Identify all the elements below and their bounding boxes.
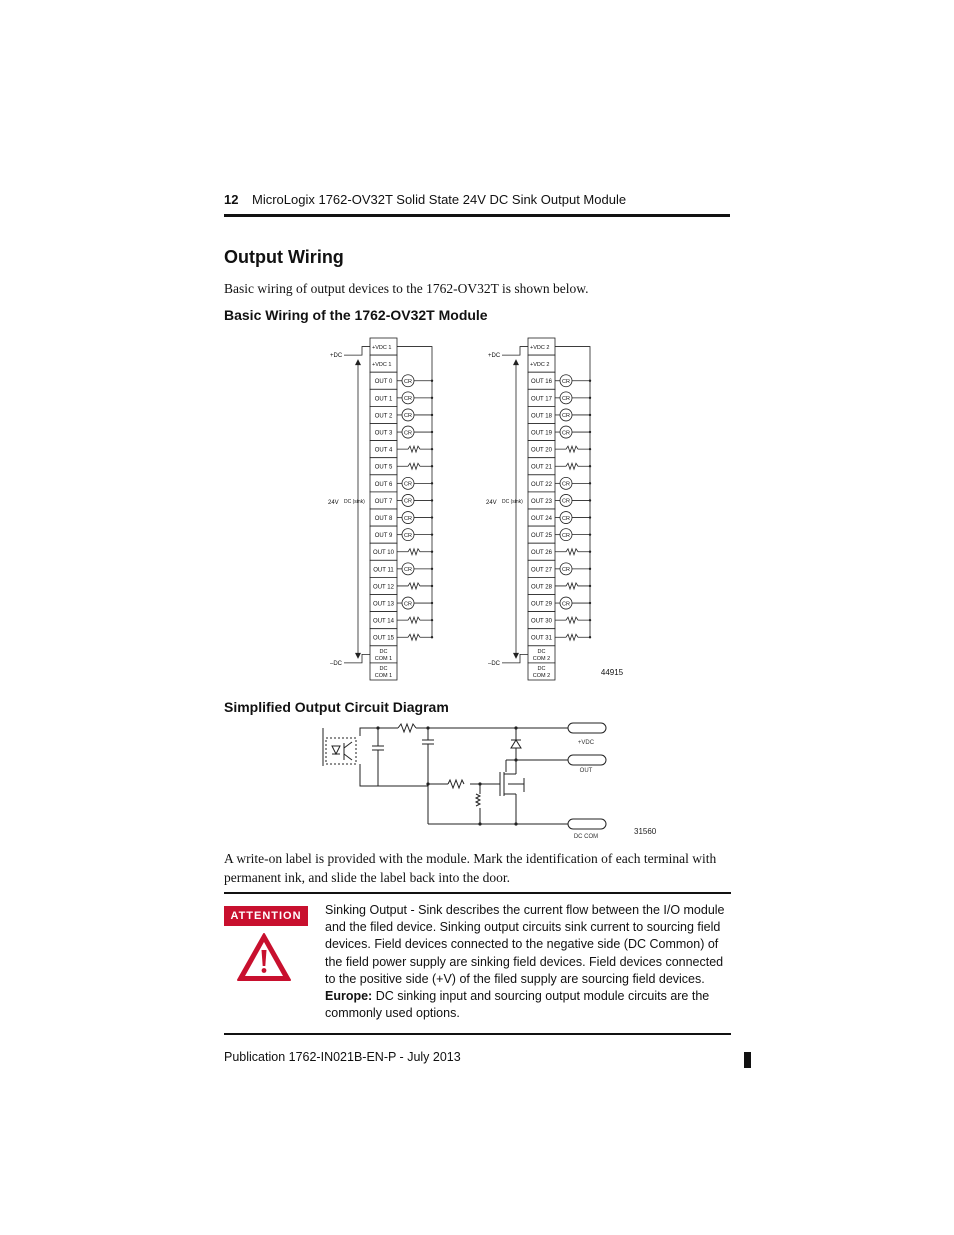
junction-dot: [589, 448, 591, 450]
output-terminal: OUT 6: [374, 481, 393, 488]
load-resistor: [555, 634, 590, 640]
vdc-terminal: +VDC 2: [530, 362, 550, 369]
page-number: 12: [224, 192, 239, 207]
com-terminal: COM 2: [532, 655, 551, 662]
output-terminal: OUT 27: [531, 567, 552, 574]
minus-dc-label: –DC: [488, 660, 501, 667]
relay-label: CR: [562, 396, 570, 403]
terminal-label: OUT: [579, 768, 593, 774]
output-terminal: OUT 0: [374, 379, 393, 386]
output-terminal: OUT 10: [373, 550, 394, 557]
vdc-terminal: +VDC 2: [530, 345, 550, 351]
junction-dot: [589, 619, 591, 621]
output-terminal: OUT 2: [374, 413, 393, 420]
relay-label: CR: [562, 532, 570, 539]
relay-label: CR: [404, 601, 412, 608]
wiring-diagram: [320, 330, 640, 690]
junction-dot: [589, 551, 591, 553]
relay-label: CR: [404, 378, 412, 385]
supply-arrowhead: [355, 359, 361, 365]
load-resistor: [397, 549, 432, 555]
junction-dot: [589, 585, 591, 587]
output-terminal: OUT 29: [531, 601, 552, 608]
output-terminal: OUT 9: [374, 533, 393, 540]
load-resistor: [555, 549, 590, 555]
relay-label: CR: [404, 498, 412, 505]
plus-dc-label: +DC: [488, 353, 501, 360]
output-terminal: OUT 26: [531, 550, 552, 557]
output-terminal: OUT 23: [531, 498, 552, 505]
junction-dot: [589, 602, 591, 604]
output-terminal: OUT 24: [531, 516, 552, 522]
load-resistor: [397, 463, 432, 469]
vdc-terminal: +VDC 1: [372, 345, 392, 351]
load-resistor: [555, 583, 590, 589]
relay-label: CR: [404, 532, 412, 539]
load-resistor: [555, 463, 590, 469]
attention-text: [325, 902, 731, 1022]
junction-dot: [589, 431, 591, 433]
load-resistor: [397, 583, 432, 589]
junction-dot: [431, 397, 433, 399]
vdc-terminal: +VDC 1: [372, 362, 392, 369]
com-terminal: COM 1: [374, 672, 393, 679]
supply-arrowhead: [513, 359, 519, 365]
output-terminal: OUT 16: [531, 379, 552, 386]
junction-dot: [589, 533, 591, 535]
junction-dot: [431, 619, 433, 621]
com-terminal: DC: [537, 648, 546, 655]
junction-dot: [431, 516, 433, 518]
header-rule: [224, 214, 730, 217]
junction-dot: [431, 585, 433, 587]
relay-label: CR: [562, 430, 570, 437]
output-terminal: OUT 5: [374, 464, 393, 471]
load-resistor: [397, 634, 432, 640]
com-terminal: DC: [379, 665, 388, 672]
output-terminal: OUT 25: [531, 533, 552, 540]
field-rail: [397, 347, 432, 638]
junction-dot: [589, 636, 591, 638]
relay-label: CR: [404, 515, 412, 522]
output-terminal: OUT 20: [531, 447, 552, 454]
relay-label: CR: [562, 413, 570, 420]
figure1-title: Basic Wiring of the 1762-OV32T Module: [224, 307, 488, 323]
supply-arrowhead: [355, 653, 361, 659]
junction-dot: [589, 414, 591, 416]
output-terminal: OUT 4: [374, 447, 393, 454]
supply-arrowhead: [513, 653, 519, 659]
output-terminal: OUT 1: [374, 396, 393, 403]
com-terminal: DC: [537, 665, 546, 672]
output-terminal: OUT 21: [531, 464, 552, 471]
output-terminal: OUT 3: [374, 430, 393, 437]
relay-label: CR: [562, 567, 570, 574]
output-terminal: OUT 31: [531, 635, 552, 642]
intro-paragraph: Basic wiring of output devices to the 1762-OV32T is shown below.: [224, 281, 589, 296]
relay-label: CR: [562, 498, 570, 505]
output-terminal: OUT 14: [373, 618, 394, 625]
junction-dot: [589, 397, 591, 399]
relay-label: CR: [404, 396, 412, 403]
led-symbol: [332, 746, 340, 754]
junction-dot: [589, 380, 591, 382]
junction-dot: [431, 636, 433, 638]
junction-dot: [431, 568, 433, 570]
diode-symbol: [511, 740, 521, 748]
junction-dot: [431, 482, 433, 484]
attention-bottom-rule: [224, 1033, 731, 1035]
junction-dot: [431, 551, 433, 553]
com-terminal: COM 2: [532, 672, 551, 679]
supply-label: DC (sink): [502, 498, 523, 505]
junction-dot: [431, 602, 433, 604]
relay-label: CR: [562, 378, 570, 385]
warning-icon: [236, 932, 292, 982]
com-terminal: COM 1: [374, 655, 393, 662]
supply-wire: [502, 347, 528, 356]
relay-label: CR: [562, 601, 570, 608]
junction-dot: [431, 414, 433, 416]
europe-label: Europe:: [325, 989, 373, 1004]
output-terminal: OUT 17: [531, 396, 552, 403]
supply-wire: [344, 347, 370, 356]
junction-dot: [431, 431, 433, 433]
output-terminal: OUT 30: [531, 618, 552, 625]
output-circuit-diagram: [320, 718, 670, 848]
output-terminal: OUT 18: [531, 413, 552, 420]
com-terminal: DC: [379, 648, 388, 655]
junction-dot: [431, 533, 433, 535]
figure-id: 31560: [634, 827, 657, 836]
relay-label: CR: [404, 567, 412, 574]
junction-dot: [431, 448, 433, 450]
figure2-title: Simplified Output Circuit Diagram: [224, 699, 449, 715]
relay-label: CR: [562, 515, 570, 522]
output-terminal: OUT 15: [373, 635, 394, 642]
resistor-symbol: [398, 724, 416, 732]
supply-label: DC (sink): [344, 498, 365, 505]
attention-badge: ATTENTION: [224, 906, 308, 926]
junction-dot: [589, 465, 591, 467]
supply-prefix: 24V: [486, 499, 497, 506]
field-rail: [555, 347, 590, 638]
terminal-label: +VDC: [577, 740, 595, 746]
junction-dot: [589, 482, 591, 484]
load-resistor: [397, 446, 432, 452]
load-resistor: [555, 446, 590, 452]
running-header: MicroLogix 1762-OV32T Solid State 24V DC Sink Output Module: [252, 192, 627, 207]
output-terminal: OUT 13: [373, 601, 394, 608]
supply-prefix: 24V: [328, 499, 339, 506]
load-resistor: [397, 617, 432, 623]
output-terminal: OUT 22: [531, 481, 552, 488]
section-title: Output Wiring: [224, 247, 344, 267]
output-terminal: OUT 28: [531, 584, 552, 591]
europe-text: DC sinking input and sourcing output module circuits are the commonly used options.: [325, 989, 710, 1021]
junction-dot: [589, 568, 591, 570]
output-terminal: OUT 7: [374, 498, 393, 505]
relay-label: CR: [404, 430, 412, 437]
junction-dot: [431, 465, 433, 467]
terminal-label: DC COM: [573, 834, 599, 840]
plus-dc-label: +DC: [330, 353, 343, 360]
relay-label: CR: [404, 481, 412, 488]
footer-thumb-mark: [744, 1052, 751, 1068]
label-paragraph: A write-on label is provided with the module. Mark the identification of each terminal with permanent ink, and slide the label back into the door.: [224, 851, 717, 885]
load-resistor: [555, 617, 590, 623]
attention-body: Sinking Output - Sink describes the current flow between the I/O module and the filed device. Sinking output circuits sink current to sourcing field devices. Field devices connected to the negative side (DC Common) of the field power supply are sinking field devices. Field devices connected to the positive side (+V) of the filed supply are sourcing field devices.: [325, 903, 725, 986]
output-terminal: OUT 12: [373, 584, 394, 591]
figure-id: 44915: [600, 668, 624, 677]
junction-dot: [589, 499, 591, 501]
junction-dot: [589, 516, 591, 518]
output-terminal: OUT 19: [531, 430, 552, 437]
attention-top-rule: [224, 892, 731, 894]
output-terminal: OUT 8: [374, 516, 393, 522]
publication-footer: Publication 1762-IN021B-EN-P - July 2013: [224, 1050, 461, 1064]
relay-label: CR: [404, 413, 412, 420]
junction-dot: [431, 380, 433, 382]
relay-label: CR: [562, 481, 570, 488]
junction-dot: [431, 499, 433, 501]
output-terminal: OUT 11: [373, 567, 394, 574]
minus-dc-label: –DC: [330, 660, 343, 667]
